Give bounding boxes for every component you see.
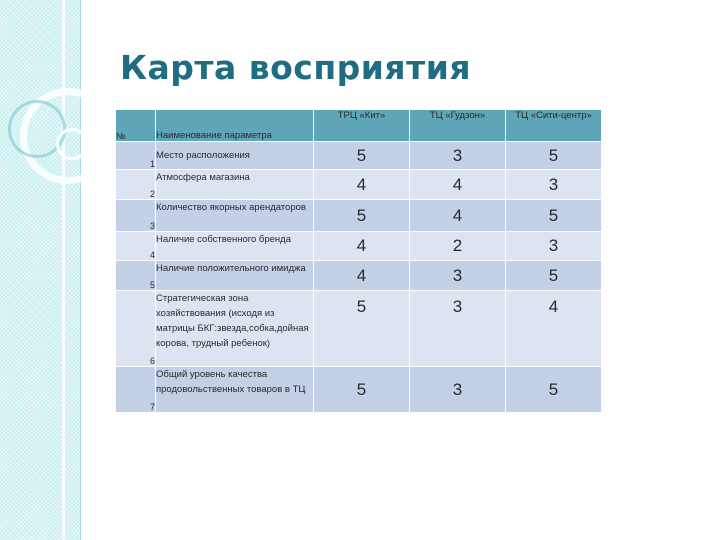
score-cell: 3	[410, 261, 506, 291]
score-cell: 4	[314, 232, 410, 261]
score-cell: 5	[506, 142, 602, 170]
table-header-row	[116, 110, 602, 142]
decorative-ring	[56, 128, 88, 160]
row-num: 5	[116, 261, 156, 291]
score-cell: 5	[506, 367, 602, 413]
band-stripe	[62, 0, 65, 540]
header-param: Наименование параметра	[156, 110, 314, 142]
score-cell: 5	[314, 367, 410, 413]
score-cell: 3	[410, 291, 506, 367]
table-row	[116, 200, 602, 232]
page-title: Карта восприятия	[120, 48, 472, 87]
score-cell: 4	[410, 170, 506, 200]
score-cell: 5	[506, 261, 602, 291]
header-col-kit: ТРЦ «Кит»	[314, 110, 410, 142]
row-name: Наличие положительного имиджа	[156, 261, 314, 291]
row-num: 3	[116, 200, 156, 232]
row-name: Общий уровень качества продовольственных товаров в ТЦ	[156, 367, 314, 413]
score-cell: 5	[314, 200, 410, 232]
decorative-side-band	[0, 0, 81, 540]
table-row	[116, 261, 602, 291]
row-num: 4	[116, 232, 156, 261]
row-name: Стратегическая зона хозяйствования (исходя из матрицы БКГ:звезда,собка,дойная корова, трудный ребенок)	[156, 291, 314, 367]
score-cell: 5	[314, 291, 410, 367]
table-row	[116, 367, 602, 413]
header-col-siti: ТЦ «Сити-центр»	[506, 110, 602, 142]
score-cell: 4	[410, 200, 506, 232]
table-row	[116, 142, 602, 170]
row-num: 2	[116, 170, 156, 200]
score-cell: 3	[506, 232, 602, 261]
score-cell: 4	[314, 170, 410, 200]
row-num: 6	[116, 291, 156, 367]
score-cell: 2	[410, 232, 506, 261]
row-num: 1	[116, 142, 156, 170]
header-num: №	[116, 110, 156, 142]
table-row	[116, 232, 602, 261]
score-cell: 3	[410, 367, 506, 413]
score-cell: 3	[410, 142, 506, 170]
score-cell: 4	[314, 261, 410, 291]
score-cell: 5	[506, 200, 602, 232]
row-name: Место расположения	[156, 142, 314, 170]
header-col-gudzon: ТЦ «Гудзон»	[410, 110, 506, 142]
score-cell: 4	[506, 291, 602, 367]
score-cell: 3	[506, 170, 602, 200]
row-num: 7	[116, 367, 156, 413]
table-row	[116, 170, 602, 200]
row-name: Атмосфера магазина	[156, 170, 314, 200]
perception-table	[115, 109, 602, 413]
row-name: Наличие собственного бренда	[156, 232, 314, 261]
row-name: Количество якорных арендаторов	[156, 200, 314, 232]
table-row	[116, 291, 602, 367]
score-cell: 5	[314, 142, 410, 170]
